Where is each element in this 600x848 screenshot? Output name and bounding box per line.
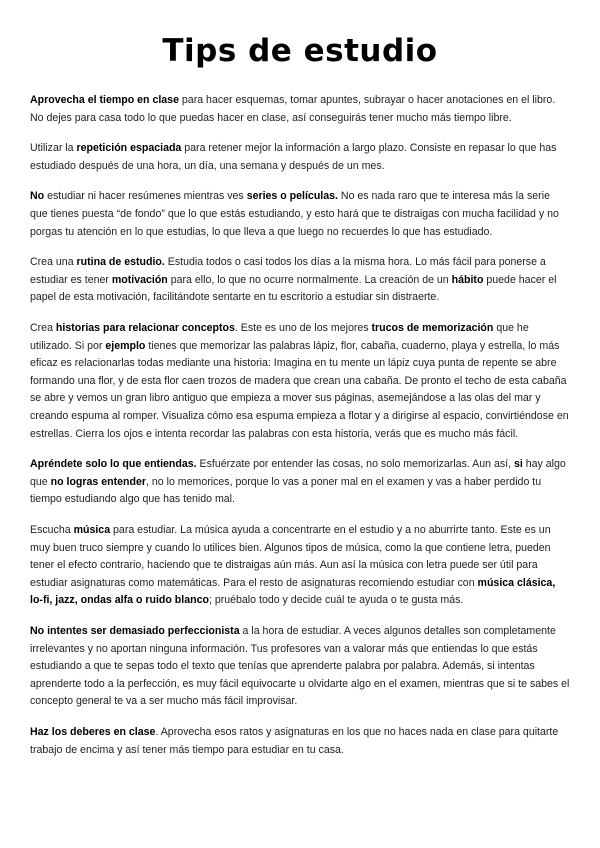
text: Crea una — [30, 256, 77, 269]
tip-paragraph — [30, 254, 570, 307]
text: hay algo que — [30, 458, 566, 488]
text: para estudiar. La música ayuda a concentrarte en el estudio y a no aburrirte tanto. Este es un muy buen truco siempre y cuando lo utilices bien. Algunos tipos de música, como la que contiene letra, pueden tener el efecto contrario, haciendo que te distraigas aún más. Aun así la música con letra puede ser útil para estudiar asignaturas como matemáticas. Para el resto de asignaturas recomiendo estudiar con — [30, 523, 551, 589]
tip-paragraph — [30, 724, 570, 759]
tip-paragraph — [30, 522, 570, 610]
text: Estudia todos o casi todos los días a la misma hora. Lo más fácil para ponerse a estudiar es tener — [30, 256, 546, 286]
bold-text: motivación — [111, 273, 168, 286]
text: a la hora de estudiar. A veces algunos detalles son completamente irrelevantes y no aportan ninguna información. Tus profesores van a valorar más que entiendas lo que estás estudiando a que te sepas todo el texto que tenías que aprenderte palabra por palabra. Además, si intentas aprenderte todo a la perfección, es muy fácil equivocarte u olvidarte algo en el examen, mientras que si te sabes el concepto general te va a ser mucho más fácil improvisar. — [30, 624, 570, 708]
page-title: Tips de estudio — [162, 33, 438, 69]
text: Utilizar la — [30, 142, 77, 155]
bold-text: No — [30, 190, 45, 203]
text: para ello, lo que no ocurre normalmente. La creación de un — [167, 273, 452, 286]
bold-text: música clásica, lo-fi, jazz, ondas alfa o ruido blanco — [30, 576, 556, 607]
bold-text: repetición espaciada — [76, 142, 182, 155]
bold-text: Aprovecha el tiempo en clase — [30, 94, 179, 107]
tip-paragraph — [30, 140, 570, 175]
bold-text: Apréndete solo lo que entiendas. — [30, 458, 197, 471]
text: , no lo memorices, porque lo vas a poner mal en el examen y vas a haber perdido tu tiempo estudiando algo que has tenido mal. — [30, 475, 542, 506]
text: tienes que memorizar las palabras lápiz, flor, cabaña, cuaderno, playa y estrella, lo más eficaz es relacionarlas todas mediante una historia: Imagina en tu mente un lápiz cuya punta de repente se abre formando una flor, y de esta flor caen trozos de madera que crean una cabaña. De pronto el techo de esta cabaña se abre y vemos un gran libro antiguo que empieza a mover sus páginas, asemejándose a las olas del mar y creando espuma al romper. Visualiza cómo esa espuma empieza a flotar y a dirigirse al espacio, convirtiéndose en estrellas. Cierra los ojos e intenta recordar las palabras con esta historia, verás que es mucho más fácil. — [30, 339, 569, 440]
text: . Aprovecha esos ratos y asignaturas en los que no haces nada en clase para quitarte trabajo de encima y así tener más tiempo para estudiar en tu casa. — [30, 725, 559, 756]
tip-paragraph — [30, 92, 570, 127]
bold-text: No intentes ser demasiado perfeccionista — [30, 624, 240, 637]
bold-text: Haz los deberes en clase — [30, 725, 156, 738]
text: para retener mejor la información a largo plazo. Consiste en repasar lo que has estudiado después de una hora, un día, una semana y después de un mes. — [30, 142, 557, 172]
bold-text: si — [513, 458, 523, 471]
bold-text: ejemplo — [105, 339, 146, 352]
text: para hacer esquemas, tomar apuntes, subrayar o hacer anotaciones en el libro. No dejes para casa todo lo que puedas hacer en clase, así conseguirás tener mucho más tiempo libre. — [30, 94, 556, 124]
bold-text: no logras entender — [50, 475, 146, 488]
bold-text: música — [73, 523, 111, 536]
text: puede hacer el papel de esta motivación, facilitándote sentarte en tu escritorio a estudiar sin distraerte. — [30, 273, 557, 304]
tip-paragraph — [30, 623, 570, 711]
text: estudiar ni hacer resúmenes mientras ves — [44, 190, 247, 203]
text: Crea — [30, 322, 56, 335]
bold-text: rutina de estudio. — [76, 256, 165, 269]
bold-text: series o películas. — [246, 190, 338, 203]
text: que he utilizado. Si por — [30, 322, 529, 352]
document-body — [30, 92, 570, 759]
text: ; pruébalo todo y decide cuál te ayuda o te gusta más. — [208, 594, 464, 607]
text: . Este es uno de los mejores — [234, 322, 372, 335]
text: No es nada raro que te interesa más la serie que tienes puesta “de fondo” que lo que estás estudiando, y esto hará que te distraigas con mucha facilidad y no porgas tu atención en lo que estudias, lo que lleva a que luego no recuerdes lo que has estudiado. — [30, 190, 559, 238]
tip-paragraph — [30, 456, 570, 509]
bold-text: trucos de memorización — [371, 322, 494, 335]
bold-text: hábito — [451, 273, 484, 286]
text: Escucha — [30, 523, 74, 536]
text: Esfuérzate por entender las cosas, no solo memorizarlas. Aun así, — [196, 458, 514, 471]
tip-paragraph — [30, 188, 570, 241]
bold-text: historias para relacionar conceptos — [55, 322, 235, 335]
tip-paragraph — [30, 320, 570, 443]
